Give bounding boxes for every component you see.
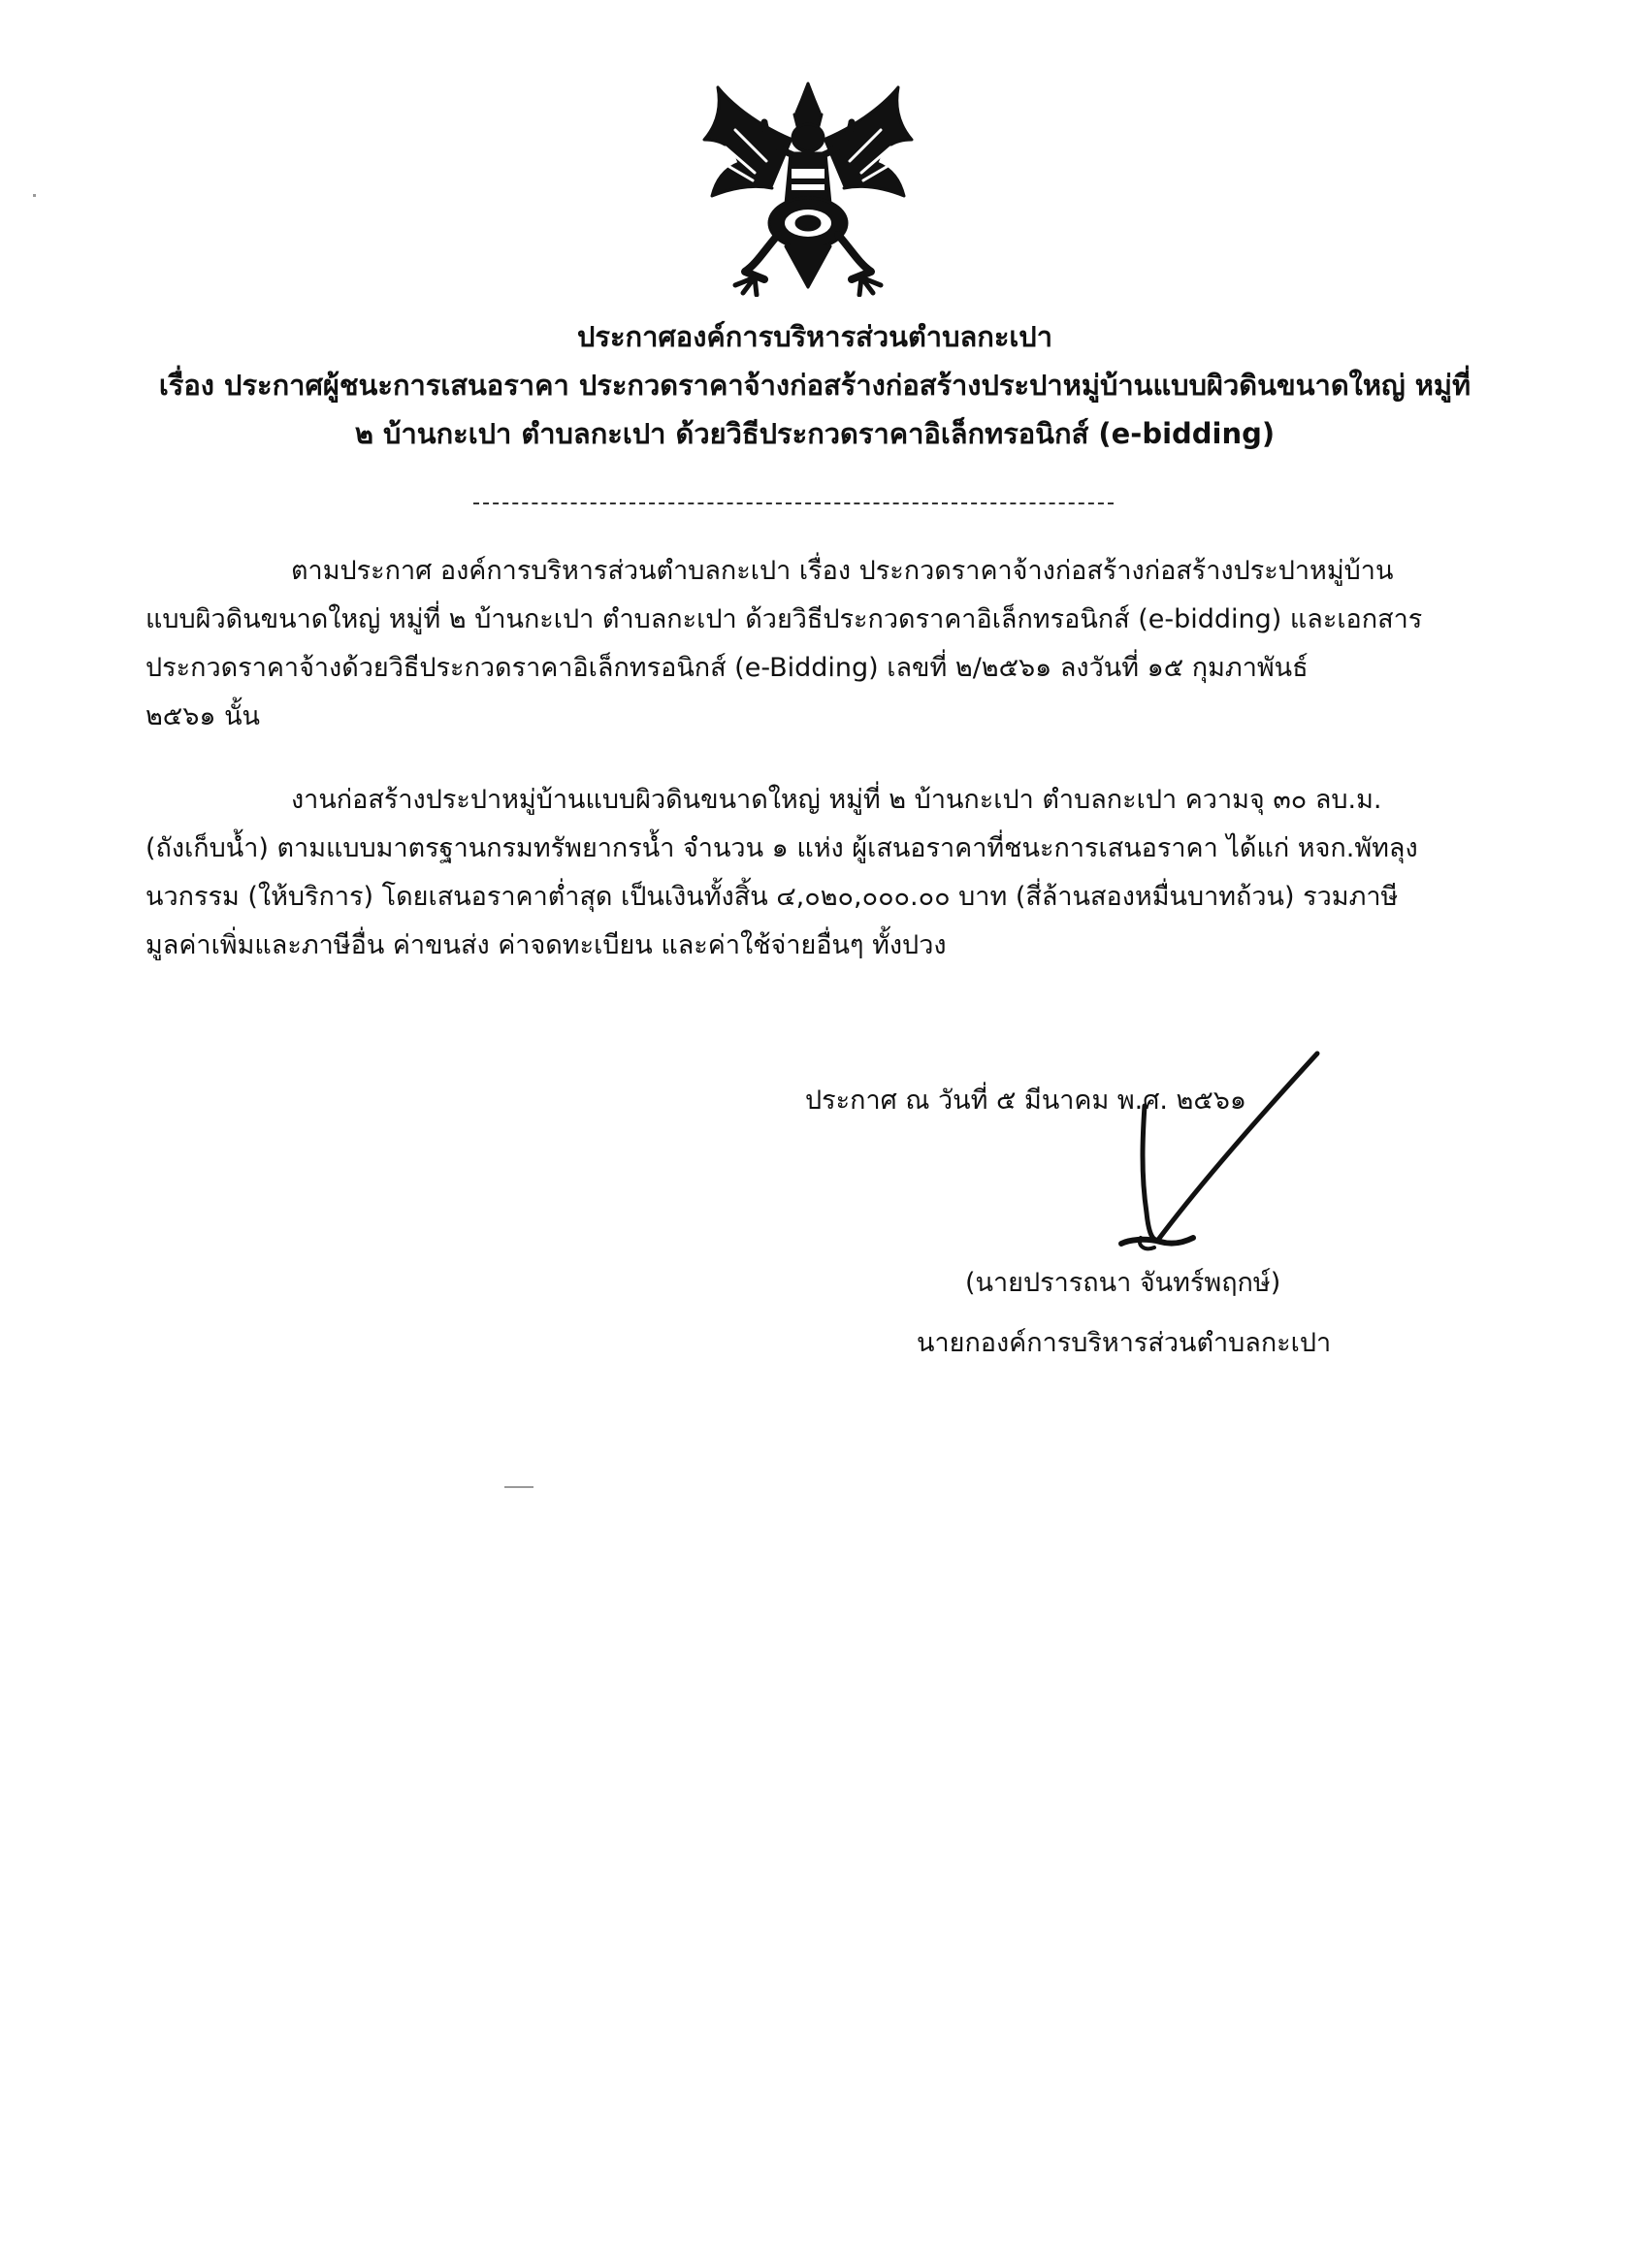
paragraph-1-line-3: ประกวดราคาจ้างด้วยวิธีประกวดราคาอิเล็กทรอนิกส์ (e-Bidding) เลขที่ ๒/๒๕๖๑ ลงวันที่ ๑๕ กุมภาพันธ์ (146, 653, 1309, 683)
title-separator (473, 502, 1114, 504)
paragraph-2 (146, 776, 1484, 970)
paragraph-1 (146, 547, 1484, 741)
title-line-1: ประกาศองค์การบริหารส่วนตำบลกะเปา (576, 320, 1052, 353)
paragraph-1-line-1: ตามประกาศ องค์การบริหารส่วนตำบลกะเปา เรื่อง ประกวดราคาจ้างก่อสร้างก่อสร้างประปาหมู่บ้าน (291, 556, 1394, 586)
scan-speck (33, 194, 36, 197)
signer-name: (นายปรารถนา จันทร์พฤกษ์) (965, 1268, 1281, 1298)
paragraph-2-line-2: (ถังเก็บน้ำ) ตามแบบมาตรฐานกรมทรัพยากรน้ำ จำนวน ๑ แห่ง ผู้เสนอราคาที่ชนะการเสนอราคา ได้แก่ หจก.พัทลุง (146, 833, 1418, 863)
announce-date: ประกาศ ณ วันที่ ๕ มีนาคม พ.ศ. ๒๕๖๑ (805, 1085, 1247, 1116)
paragraph-1-line-4: ๒๕๖๑ นั้น (146, 701, 261, 731)
scan-speck (504, 1486, 534, 1488)
title-line-2: เรื่อง ประกาศผู้ชนะการเสนอราคา ประกวดราคาจ้างก่อสร้างก่อสร้างประปาหมู่บ้านแบบผิวดินขนาดใหญ่ หมู่ที่ (158, 369, 1471, 402)
garuda-emblem-icon (696, 80, 920, 297)
paragraph-2-line-1: งานก่อสร้างประปาหมู่บ้านแบบผิวดินขนาดใหญ่ หมู่ที่ ๒ บ้านกะเปา ตำบลกะเปา ความจุ ๓๐ ลบ.ม. (291, 785, 1382, 815)
paragraph-2-line-4: มูลค่าเพิ่มและภาษีอื่น ค่าขนส่ง ค่าจดทะเบียน และค่าใช้จ่ายอื่นๆ ทั้งปวง (146, 930, 947, 960)
paragraph-2-line-3: นวกรรม (ให้บริการ) โดยเสนอราคาต่ำสุด เป็นเงินทั้งสิ้น ๔,๐๒๐,๐๐๐.๐๐ บาท (สี่ล้านสองหมื่นบาทถ้วน) รวมภาษี (146, 882, 1399, 912)
signature-icon (1086, 1048, 1339, 1271)
paragraph-1-line-2: แบบผิวดินขนาดใหญ่ หมู่ที่ ๒ บ้านกะเปา ตำบลกะเปา ด้วยวิธีประกวดราคาอิเล็กทรอนิกส์ (e-bidding) และเอกสาร (146, 604, 1423, 634)
signer-title: นายกองค์การบริหารส่วนตำบลกะเปา (917, 1328, 1332, 1358)
title-line-3: ๒ บ้านกะเปา ตำบลกะเปา ด้วยวิธีประกวดราคาอิเล็กทรอนิกส์ (e-bidding) (354, 417, 1276, 450)
document-title (136, 312, 1494, 458)
